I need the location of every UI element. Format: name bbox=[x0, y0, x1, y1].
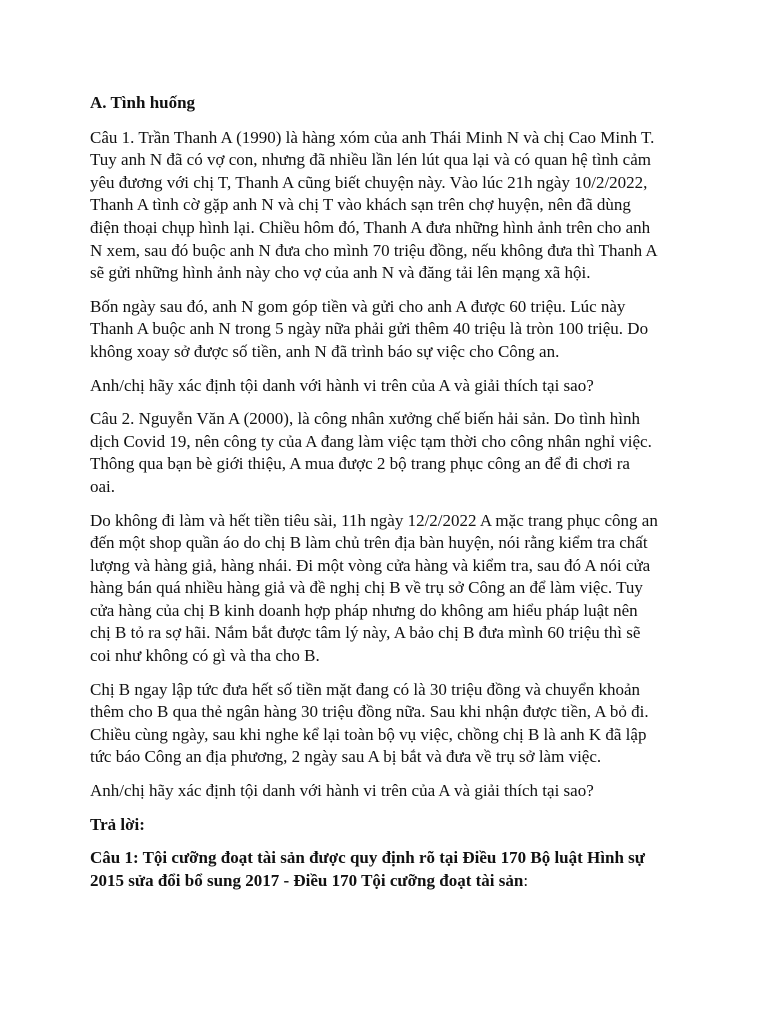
section-heading: A. Tình huống bbox=[90, 93, 196, 112]
answer-q1-bold-text: Câu 1: Tội cưỡng đoạt tài sản được quy định rõ tại Điều 170 Bộ luật Hình sự 2015 sửa đổi bổ sung 2017 - Điều 170 Tội cưỡng đoạt tài sản bbox=[90, 848, 645, 890]
answer-q1-tail: : bbox=[523, 870, 529, 890]
document-page bbox=[90, 92, 686, 903]
question-2-prompt: Anh/chị hãy xác định tội danh với hành vi trên của A và giải thích tại sao? bbox=[90, 781, 594, 801]
answer-label: Trả lời: bbox=[90, 814, 145, 834]
question-1-paragraph-1: Câu 1. Trần Thanh A (1990) là hàng xóm của anh Thái Minh N và chị Cao Minh T. Tuy anh N đã có vợ con, nhưng đã nhiều lần lén lút qua lại và có quan hệ tình cảm yêu đương với chị T, Thanh A cũng biết chuyện này. Vào lúc 21h ngày 10/2/2022, Thanh A tình cờ gặp anh N và chị T vào khách sạn trên chợ huyện, nên đã dùng điện thoại chụp hình lại. Chiều hôm đó, Thanh A đưa những hình ảnh trên cho anh N xem, sau đó buộc anh N đưa cho mình 70 triệu đồng, nếu không đưa thì Thanh A sẽ gửi những hình ảnh này cho vợ của anh N và đăng tải lên mạng xã hội. bbox=[90, 127, 658, 283]
question-2-paragraph-2: Do không đi làm và hết tiền tiêu sài, 11h ngày 12/2/2022 A mặc trang phục công an đến một shop quần áo do chị B làm chủ trên địa bàn huyện, nói rằng kiểm tra chất lượng và hàng giả, hàng nhái. Đi một vòng cửa hàng và kiểm tra, sau đó A nói cửa hàng bán quá nhiều hàng giả và đề nghị chị B về trụ sở Công an để làm việc. Tuy cửa hàng của chị B kinh doanh hợp pháp nhưng do không am hiểu pháp luật nên chị B tỏ ra sợ hãi. Nắm bắt được tâm lý này, A bảo chị B đưa mình 60 triệu thì sẽ coi như không có gì và tha cho B. bbox=[90, 510, 658, 666]
answer-q1-paragraph bbox=[90, 847, 686, 892]
question-2-paragraph-3: Chị B ngay lập tức đưa hết số tiền mặt đang có là 30 triệu đồng và chuyển khoản thêm cho B qua thẻ ngân hàng 30 triệu đồng nữa. Sau khi nhận được tiền, A bỏ đi. Chiều cùng ngày, sau khi nghe kể lại toàn bộ vụ việc, chồng chị B là anh K đã lập tức báo Công an địa phương, 2 ngày sau A bị bắt và đưa về trụ sở làm việc. bbox=[90, 679, 649, 767]
question-1-paragraph-2: Bốn ngày sau đó, anh N gom góp tiền và gửi cho anh A được 60 triệu. Lúc này Thanh A buộc anh N trong 5 ngày nữa phải gửi thêm 40 triệu là tròn 100 triệu. Do không xoay sở được số tiền, anh N đã trình báo sự việc cho Công an. bbox=[90, 296, 649, 361]
question-2-paragraph-1: Câu 2. Nguyễn Văn A (2000), là công nhân xưởng chế biến hải sản. Do tình hình dịch Covid 19, nên công ty của A đang làm việc tạm thời cho công nhân nghỉ việc. Thông qua bạn bè giới thiệu, A mua được 2 bộ trang phục công an để đi chơi ra oai. bbox=[90, 409, 652, 496]
question-1-prompt: Anh/chị hãy xác định tội danh với hành vi trên của A và giải thích tại sao? bbox=[90, 375, 594, 395]
